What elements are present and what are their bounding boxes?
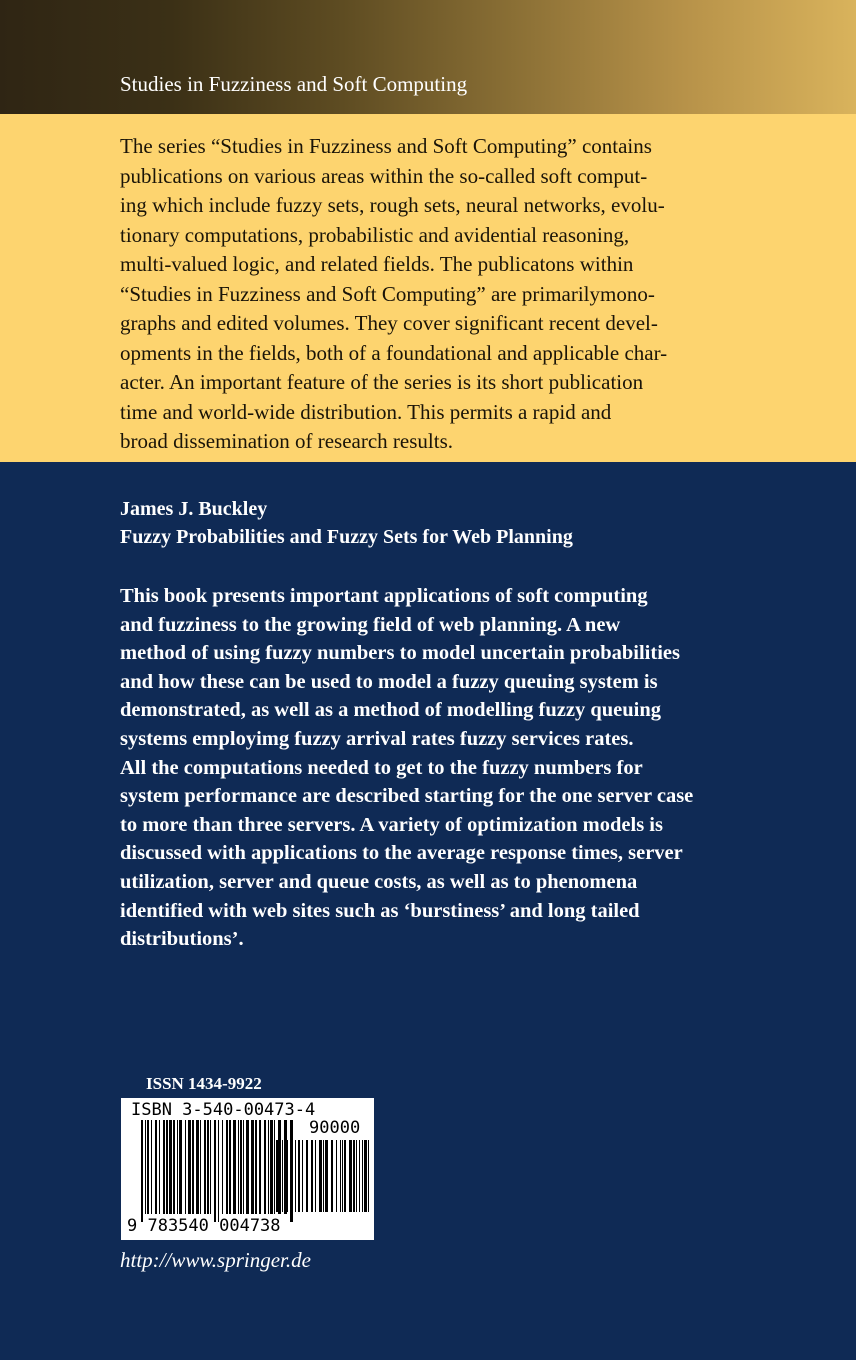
text-line: This book presents important applications of soft computing [120,585,648,607]
barcode-bar [325,1140,328,1212]
text-line: to more than three servers. A variety of optimization models is [120,813,663,836]
barcode-bar [344,1140,346,1212]
barcode-bar [259,1120,261,1214]
text-line: utilization, server and queue costs, as well as to phenomena [120,870,638,893]
text-line: identified with web sites such as ‘burstiness’ and long tailed [120,899,640,922]
barcode-bar [276,1140,278,1212]
barcode-bar [155,1120,157,1214]
text-line: opments in the fields, both of a foundational and applicable char- [120,340,668,365]
book-blurb [120,582,693,954]
barcode-bar [362,1140,363,1212]
text-line: and fuzziness to the growing field of web planning. A new [120,613,621,636]
barcode-bar [368,1140,369,1212]
text-line: time and world-wide distribution. This permits a rapid and [120,399,612,424]
barcode-bar [246,1120,249,1214]
barcode-bar [311,1140,313,1212]
barcode-bar [196,1120,199,1214]
ean-number: 9 783540 004738 [127,1216,281,1236]
barcode-bar [349,1140,352,1212]
barcode-bar [151,1120,152,1214]
barcode-bar [364,1140,367,1212]
text-line: The series “Studies in Fuzziness and Soft Computing” contains [120,134,652,158]
barcode-bar [218,1120,219,1222]
barcode-bar [255,1120,257,1214]
barcode-bar [340,1140,341,1212]
text-line: demonstrated, as well as a method of modelling fuzzy queuing [120,699,661,722]
text-line: acter. An important feature of the series is its short publication [120,370,644,394]
text-line: graphs and edited volumes. They cover significant recent devel- [120,311,658,335]
barcode-bar [147,1120,149,1214]
barcode-bar [229,1120,231,1214]
barcode-bar [291,1140,292,1212]
barcode-addon: 90000 [309,1118,361,1138]
barcode [121,1098,374,1240]
author-name: James J. Buckley [120,498,268,520]
text-line: All the computations needed to get to the fuzzy numbers for [120,756,643,779]
barcode-bar [251,1120,254,1214]
text-line: discussed with applications to the average response times, server [120,842,683,865]
barcode-bar [264,1120,266,1214]
barcode-bar [163,1120,165,1214]
series-description [120,132,667,457]
barcode-bar [270,1120,273,1214]
barcode-bar [238,1120,239,1214]
series-description-panel [0,114,856,462]
book-title: Fuzzy Probabilities and Fuzzy Sets for Web Planning [120,526,573,548]
barcode-bar [323,1140,324,1212]
barcode-bar [210,1120,211,1214]
barcode-bar [319,1140,322,1212]
barcode-bar [268,1120,269,1214]
text-line: distributions’. [120,928,244,951]
barcode-bar [169,1120,172,1214]
text-line: tionary computations, probabilistic and avidential reasoning, [120,222,630,247]
barcode-bar [331,1140,333,1212]
barcode-bar [336,1140,337,1212]
barcode-bar [356,1140,357,1212]
barcode-bar [141,1120,143,1222]
barcode-bar [145,1120,146,1214]
barcode-bar [285,1140,288,1212]
text-line: ing which include fuzzy sets, rough sets, neural networks, evolu- [120,193,665,217]
barcode-bar [359,1140,360,1212]
text-line: and how these can be used to model a fuzzy queuing system is [120,670,658,693]
barcode-bar [243,1120,244,1214]
barcode-bar [159,1120,160,1214]
barcode-bar [177,1120,178,1214]
barcode-bar [274,1120,275,1214]
issn: ISSN 1434-9922 [146,1074,262,1093]
barcode-bar [279,1140,280,1212]
barcode-bar [222,1120,223,1214]
barcode-bar [179,1120,182,1214]
text-line: systems employimg fuzzy arrival rates fuzzy services rates. [120,727,634,750]
text-line: multi-valued logic, and related fields. The publicatons within [120,252,634,276]
barcode-bar [302,1140,303,1212]
barcode-bar [342,1140,343,1212]
barcode-bar [200,1120,201,1214]
book-panel [0,462,856,1360]
barcode-bar [298,1140,300,1212]
barcode-bar [306,1140,308,1212]
barcode-bar [295,1140,296,1212]
barcode-bar [166,1120,168,1214]
barcode-bar [204,1120,206,1214]
barcode-bar [192,1120,194,1214]
text-line: publications on various areas within the so-called soft comput- [120,163,648,188]
barcode-bar [353,1140,355,1212]
barcode-bar [214,1120,216,1222]
isbn-number: ISBN 3-540-00473-4 [131,1100,316,1120]
barcode-bar [233,1120,236,1214]
barcode-bar [315,1140,316,1212]
barcode-bar [185,1120,186,1214]
barcode-bar [282,1140,283,1212]
text-line: broad dissemination of research results. [120,429,453,453]
text-line: system performance are described starting for the one server case [120,785,694,808]
publisher-url[interactable]: http://www.springer.de [120,1248,311,1272]
series-title: Studies in Fuzziness and Soft Computing [120,72,468,96]
barcode-bar [226,1120,228,1214]
text-line: method of using fuzzy numbers to model uncertain probabilities [120,642,680,665]
barcode-bar [240,1120,242,1214]
text-line: “Studies in Fuzziness and Soft Computing” are primarilymono- [120,281,655,306]
barcode-bar [188,1120,191,1214]
barcode-bar [207,1120,209,1214]
series-header-band [0,0,856,114]
barcode-bar [173,1120,175,1214]
